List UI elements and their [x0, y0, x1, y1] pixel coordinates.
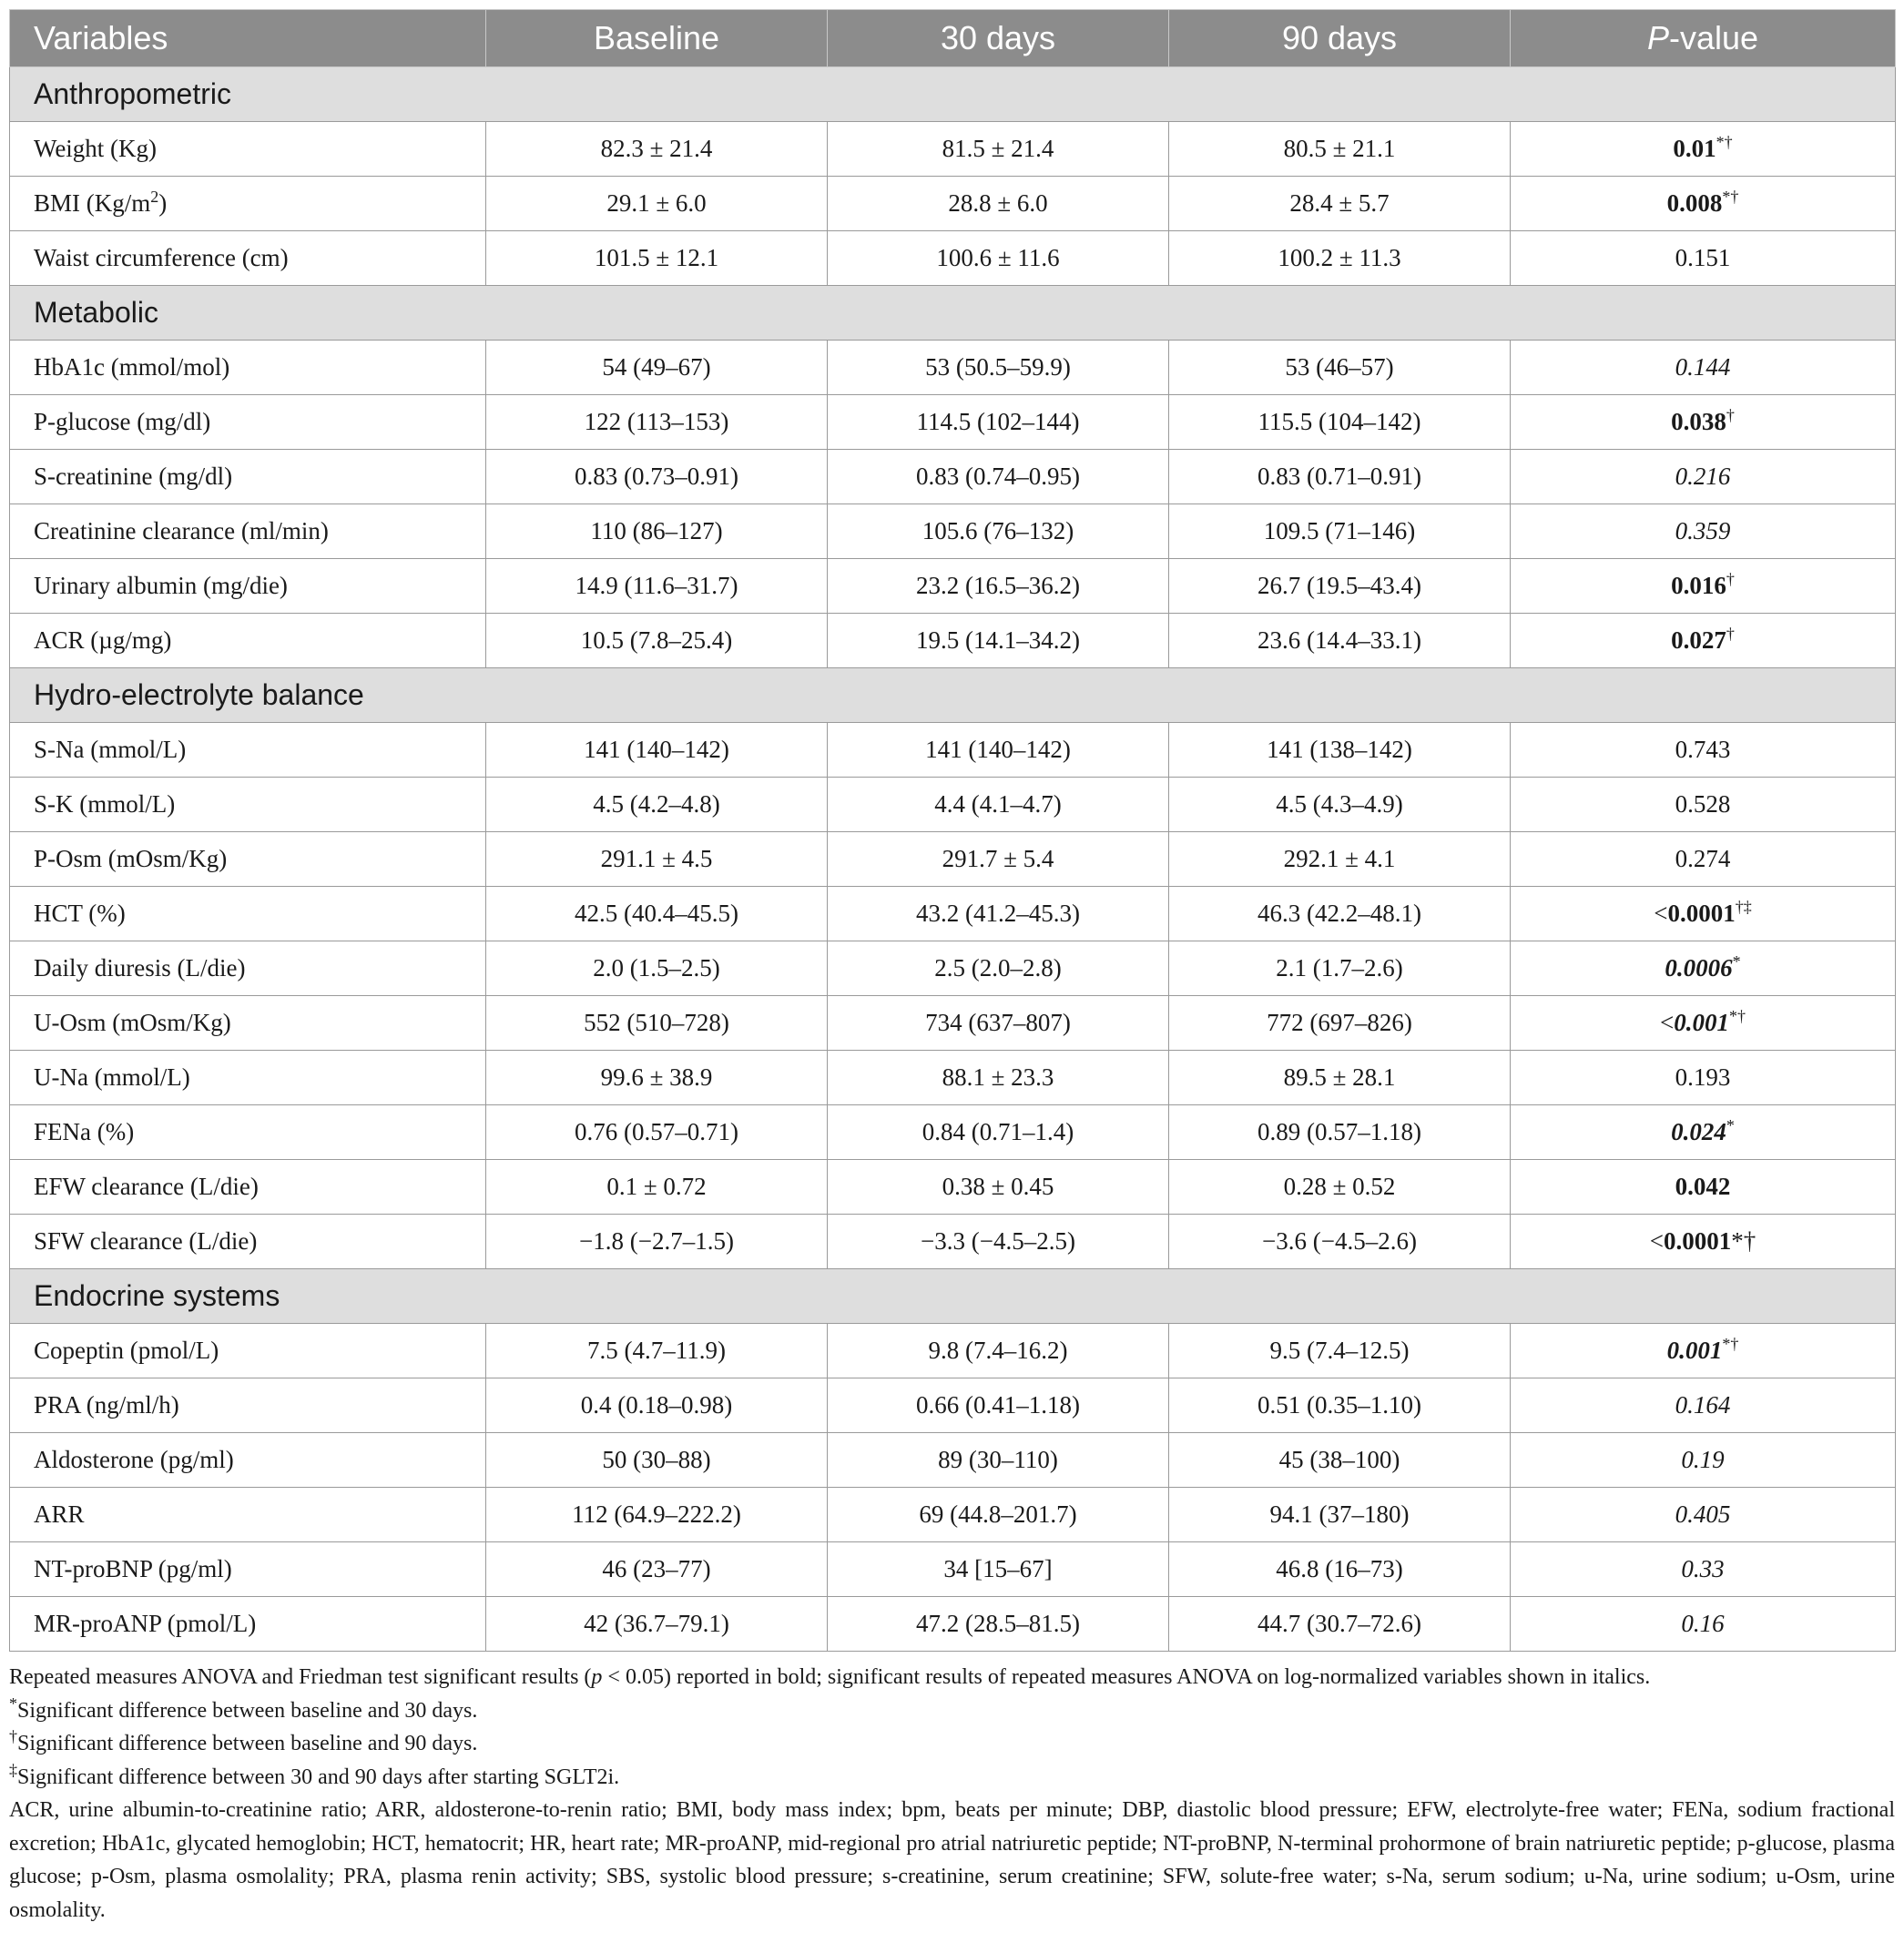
baseline-value: 110 (86–127) [486, 504, 828, 559]
baseline-value: 0.4 (0.18–0.98) [486, 1378, 828, 1433]
section-title: Hydro-electrolyte balance [10, 668, 1896, 723]
p-value-number: 0.027 [1671, 626, 1726, 654]
p-value-prefix: < [1660, 1009, 1675, 1036]
variable-label [10, 1597, 486, 1652]
day90-value: 44.7 (30.7–72.6) [1169, 1597, 1511, 1652]
header-variables: Variables [10, 10, 486, 67]
variable-label [10, 122, 486, 177]
day30-value: 34 [15–67] [828, 1542, 1169, 1597]
baseline-value: 0.1 ± 0.72 [486, 1160, 828, 1215]
day30-value: 23.2 (16.5–36.2) [828, 559, 1169, 614]
variable-label-text: U-Na (mmol/L) [34, 1063, 190, 1091]
p-value [1511, 778, 1896, 832]
day90-value: 292.1 ± 4.1 [1169, 832, 1511, 887]
baseline-value: 291.1 ± 4.5 [486, 832, 828, 887]
variable-label [10, 996, 486, 1051]
p-value-significance-marks: * [1732, 952, 1741, 971]
day90-value: 89.5 ± 28.1 [1169, 1051, 1511, 1105]
p-value [1511, 832, 1896, 887]
table-row [10, 395, 1896, 450]
day90-value: 45 (38–100) [1169, 1433, 1511, 1488]
day90-value: 0.89 (0.57–1.18) [1169, 1105, 1511, 1160]
p-value [1511, 231, 1896, 286]
baseline-value: 42 (36.7–79.1) [486, 1597, 828, 1652]
p-value [1511, 1488, 1896, 1542]
variable-label-text: Daily diuresis (L/die) [34, 954, 246, 982]
footnote-dagger-mark: † [9, 1727, 17, 1745]
day30-value: 0.66 (0.41–1.18) [828, 1378, 1169, 1433]
day30-value: 0.83 (0.74–0.95) [828, 450, 1169, 504]
day90-value: 100.2 ± 11.3 [1169, 231, 1511, 286]
variable-label-text: S-creatinine (mg/dl) [34, 463, 233, 490]
p-value-number: 0.19 [1681, 1446, 1725, 1473]
day90-value: 0.28 ± 0.52 [1169, 1160, 1511, 1215]
p-value [1511, 1324, 1896, 1378]
p-value-number: 0.01 [1673, 135, 1716, 162]
footnote-double-dagger-mark: ‡ [9, 1760, 17, 1779]
variable-label [10, 504, 486, 559]
p-value-number: 0.042 [1675, 1173, 1731, 1200]
day30-value: 69 (44.8–201.7) [828, 1488, 1169, 1542]
variable-label [10, 778, 486, 832]
day90-value: 46.3 (42.2–48.1) [1169, 887, 1511, 941]
variable-label-superscript: 2 [150, 188, 159, 206]
day90-value: 141 (138–142) [1169, 723, 1511, 778]
variable-label-suffix: ) [158, 189, 168, 217]
table-row [10, 614, 1896, 668]
p-value-number: 0.144 [1675, 353, 1731, 381]
day90-value: 28.4 ± 5.7 [1169, 177, 1511, 231]
p-value-number: 0.164 [1675, 1391, 1731, 1419]
table-footnotes [9, 1661, 1895, 1927]
footnote-star-text: Significant difference between baseline and 30 days. [17, 1698, 478, 1723]
p-value-significance-marks: † [1726, 406, 1735, 424]
p-value-number: 0.151 [1675, 244, 1731, 271]
baseline-value: 7.5 (4.7–11.9) [486, 1324, 828, 1378]
table-row [10, 1051, 1896, 1105]
variable-label-text: S-Na (mmol/L) [34, 736, 187, 763]
variable-label-text: ACR (µg/mg) [34, 626, 172, 654]
variable-label-text: S-K (mmol/L) [34, 790, 176, 818]
p-value [1511, 1215, 1896, 1269]
day90-value: 0.51 (0.35–1.10) [1169, 1378, 1511, 1433]
p-value-number: 0.216 [1675, 463, 1731, 490]
day30-value: 105.6 (76–132) [828, 504, 1169, 559]
footnote-star-mark: * [9, 1694, 17, 1713]
p-value-prefix: < [1649, 1227, 1664, 1255]
p-value [1511, 559, 1896, 614]
day30-value: 89 (30–110) [828, 1433, 1169, 1488]
p-value-significance-marks: † [1726, 625, 1735, 643]
p-value-number: 0.016 [1671, 572, 1726, 599]
day90-value: −3.6 (−4.5–2.6) [1169, 1215, 1511, 1269]
baseline-value: 10.5 (7.8–25.4) [486, 614, 828, 668]
table-row [10, 504, 1896, 559]
day30-value: 141 (140–142) [828, 723, 1169, 778]
baseline-value: 122 (113–153) [486, 395, 828, 450]
table-row [10, 1378, 1896, 1433]
day90-value: 26.7 (19.5–43.4) [1169, 559, 1511, 614]
header-baseline: Baseline [486, 10, 828, 67]
variable-label-text: P-Osm (mOsm/Kg) [34, 845, 228, 872]
p-value-significance-marks: †‡ [1735, 898, 1752, 916]
p-value-number: 0.0001 [1667, 900, 1736, 927]
table-row [10, 832, 1896, 887]
table-body [10, 67, 1896, 1652]
day90-value: 9.5 (7.4–12.5) [1169, 1324, 1511, 1378]
variable-label-text: HCT (%) [34, 900, 126, 927]
variable-label-text: U-Osm (mOsm/Kg) [34, 1009, 231, 1036]
header-p-suffix: -value [1668, 19, 1759, 56]
variable-label [10, 1215, 486, 1269]
day30-value: 734 (637–807) [828, 996, 1169, 1051]
day90-value: 115.5 (104–142) [1169, 395, 1511, 450]
variable-label-text: NT-proBNP (pg/ml) [34, 1555, 232, 1582]
day30-value: 47.2 (28.5–81.5) [828, 1597, 1169, 1652]
p-value [1511, 504, 1896, 559]
p-value [1511, 395, 1896, 450]
baseline-value: 14.9 (11.6–31.7) [486, 559, 828, 614]
variable-label [10, 1051, 486, 1105]
p-value [1511, 723, 1896, 778]
variable-label [10, 1433, 486, 1488]
table-row [10, 1597, 1896, 1652]
variable-label-text: Waist circumference (cm) [34, 244, 289, 271]
baseline-value: 0.76 (0.57–0.71) [486, 1105, 828, 1160]
p-value [1511, 1433, 1896, 1488]
variable-label [10, 341, 486, 395]
variable-label [10, 614, 486, 668]
table-row [10, 1324, 1896, 1378]
p-value [1511, 887, 1896, 941]
day30-value: 2.5 (2.0–2.8) [828, 941, 1169, 996]
baseline-value: 42.5 (40.4–45.5) [486, 887, 828, 941]
p-value-number: 0.001 [1674, 1009, 1729, 1036]
baseline-value: 82.3 ± 21.4 [486, 122, 828, 177]
baseline-value: 2.0 (1.5–2.5) [486, 941, 828, 996]
baseline-value: 141 (140–142) [486, 723, 828, 778]
section-title: Anthropometric [10, 67, 1896, 122]
p-value-number: 0.024 [1671, 1118, 1726, 1145]
table-header-row [10, 10, 1896, 67]
table-row [10, 996, 1896, 1051]
variable-label [10, 941, 486, 996]
footnote-method [9, 1661, 1895, 1694]
variable-label [10, 231, 486, 286]
p-value-significance-marks: *† [1731, 1227, 1756, 1255]
baseline-value: 4.5 (4.2–4.8) [486, 778, 828, 832]
table-row [10, 1488, 1896, 1542]
p-value [1511, 1378, 1896, 1433]
p-value-number: 0.008 [1666, 189, 1723, 217]
p-value-number: 0.001 [1666, 1337, 1723, 1364]
day30-value: 19.5 (14.1–34.2) [828, 614, 1169, 668]
day90-value: 772 (697–826) [1169, 996, 1511, 1051]
table-row [10, 450, 1896, 504]
p-value [1511, 1597, 1896, 1652]
section-title: Metabolic [10, 286, 1896, 341]
variable-label [10, 1324, 486, 1378]
p-value-significance-marks: *† [1722, 1335, 1739, 1353]
variable-label [10, 450, 486, 504]
day90-value: 0.83 (0.71–0.91) [1169, 450, 1511, 504]
variable-label-text: PRA (ng/ml/h) [34, 1391, 179, 1419]
p-value-significance-marks: *† [1728, 1007, 1746, 1025]
p-value-number: 0.038 [1671, 408, 1726, 435]
p-value-number: 0.274 [1675, 845, 1731, 872]
p-value [1511, 1160, 1896, 1215]
day30-value: 4.4 (4.1–4.7) [828, 778, 1169, 832]
p-value-number: 0.0006 [1665, 954, 1733, 982]
p-value [1511, 177, 1896, 231]
results-table-figure [9, 9, 1895, 1927]
section-row [10, 1269, 1896, 1324]
variable-label-text: BMI (Kg/m [34, 189, 151, 217]
footnote-method-p: p [591, 1665, 603, 1689]
table-row [10, 1160, 1896, 1215]
day30-value: 114.5 (102–144) [828, 395, 1169, 450]
p-value [1511, 122, 1896, 177]
baseline-value: −1.8 (−2.7–1.5) [486, 1215, 828, 1269]
p-value-number: 0.743 [1675, 736, 1731, 763]
baseline-value: 552 (510–728) [486, 996, 828, 1051]
day30-value: 53 (50.5–59.9) [828, 341, 1169, 395]
variable-label [10, 832, 486, 887]
day90-value: 53 (46–57) [1169, 341, 1511, 395]
p-value-prefix: < [1654, 900, 1668, 927]
table-row [10, 122, 1896, 177]
p-value [1511, 941, 1896, 996]
baseline-value: 50 (30–88) [486, 1433, 828, 1488]
table-row [10, 177, 1896, 231]
section-row [10, 286, 1896, 341]
table-row [10, 1215, 1896, 1269]
variable-label-text: Urinary albumin (mg/die) [34, 572, 288, 599]
table-row [10, 1105, 1896, 1160]
footnote-abbreviations: ACR, urine albumin-to-creatinine ratio; ARR, aldosterone-to-renin ratio; BMI, body mass index; bpm, beats per minute; DBP, diastolic blood pressure; EFW, electrolyte-free water; FENa, sodium fractional excretion; HbA1c, glycated hemoglobin; HCT, hematocrit; HR, heart rate; MR-proANP, mid-regional pro atrial natriuretic peptide; NT-proBNP, N-terminal prohormone of brain natriuretic peptide; p-glucose, plasma glucose; p-Osm, plasma osmolality; PRA, plasma renin activity; SBS, systolic blood pressure; s-creatinine, serum creatinine; SFW, solute-free water; s-Na, serum sodium; u-Na, urine sodium; u-Osm, urine osmolality. [9, 1798, 1895, 1922]
p-value [1511, 341, 1896, 395]
day30-value: 0.38 ± 0.45 [828, 1160, 1169, 1215]
header-p-letter: P [1646, 19, 1669, 56]
footnote-dagger-text: Significant difference between baseline and 90 days. [17, 1732, 478, 1755]
variable-label [10, 887, 486, 941]
variable-label [10, 559, 486, 614]
header-p-value [1511, 10, 1896, 67]
p-value-number: 0.193 [1675, 1063, 1731, 1091]
header-30-days: 30 days [828, 10, 1169, 67]
p-value [1511, 1542, 1896, 1597]
footnote-method-text-b: < 0.05) reported in bold; significant results of repeated measures ANOVA on log-normalized variables shown in italics. [602, 1665, 1651, 1689]
table-row [10, 778, 1896, 832]
day90-value: 94.1 (37–180) [1169, 1488, 1511, 1542]
p-value-number: 0.33 [1681, 1555, 1725, 1582]
variable-label [10, 177, 486, 231]
p-value [1511, 1105, 1896, 1160]
variable-label-text: FENa (%) [34, 1118, 135, 1145]
section-row [10, 67, 1896, 122]
day30-value: 81.5 ± 21.4 [828, 122, 1169, 177]
day90-value: 80.5 ± 21.1 [1169, 122, 1511, 177]
day90-value: 46.8 (16–73) [1169, 1542, 1511, 1597]
table-row [10, 887, 1896, 941]
p-value-number: 0.16 [1681, 1610, 1725, 1637]
header-90-days: 90 days [1169, 10, 1511, 67]
table-row [10, 1433, 1896, 1488]
variable-label [10, 1488, 486, 1542]
day30-value: 9.8 (7.4–16.2) [828, 1324, 1169, 1378]
variable-label [10, 1105, 486, 1160]
baseline-value: 99.6 ± 38.9 [486, 1051, 828, 1105]
variable-label-text: ARR [34, 1500, 85, 1528]
table-row [10, 941, 1896, 996]
variable-label-text: P-glucose (mg/dl) [34, 408, 211, 435]
baseline-value: 54 (49–67) [486, 341, 828, 395]
table-row [10, 723, 1896, 778]
p-value-number: 0.0001 [1663, 1227, 1732, 1255]
p-value [1511, 996, 1896, 1051]
variable-label [10, 395, 486, 450]
table-row [10, 1542, 1896, 1597]
day30-value: −3.3 (−4.5–2.5) [828, 1215, 1169, 1269]
footnote-dagger [9, 1727, 1895, 1761]
day30-value: 88.1 ± 23.3 [828, 1051, 1169, 1105]
variable-label-text: HbA1c (mmol/mol) [34, 353, 230, 381]
variable-label-text: MR-proANP (pmol/L) [34, 1610, 257, 1637]
variable-label-text: Aldosterone (pg/ml) [34, 1446, 234, 1473]
footnote-double-dagger-text: Significant difference between 30 and 90 days after starting SGLT2i. [17, 1765, 620, 1789]
p-value-significance-marks: † [1726, 570, 1735, 588]
footnote-double-dagger [9, 1761, 1895, 1795]
variable-label-text: Copeptin (pmol/L) [34, 1337, 219, 1364]
table-row [10, 559, 1896, 614]
p-value [1511, 450, 1896, 504]
variable-label [10, 1542, 486, 1597]
baseline-value: 112 (64.9–222.2) [486, 1488, 828, 1542]
footnote-method-text-a: Repeated measures ANOVA and Friedman test significant results ( [9, 1665, 592, 1689]
p-value [1511, 614, 1896, 668]
footnote-star [9, 1694, 1895, 1728]
p-value-number: 0.528 [1675, 790, 1731, 818]
p-value-significance-marks: *† [1716, 133, 1733, 151]
p-value-number: 0.405 [1675, 1500, 1731, 1528]
day30-value: 28.8 ± 6.0 [828, 177, 1169, 231]
variable-label [10, 1160, 486, 1215]
section-row [10, 668, 1896, 723]
variable-label [10, 723, 486, 778]
p-value-significance-marks: * [1726, 1116, 1735, 1134]
variable-label-text: SFW clearance (L/die) [34, 1227, 258, 1255]
baseline-value: 0.83 (0.73–0.91) [486, 450, 828, 504]
baseline-value: 29.1 ± 6.0 [486, 177, 828, 231]
day90-value: 4.5 (4.3–4.9) [1169, 778, 1511, 832]
variable-label-text: Creatinine clearance (ml/min) [34, 517, 329, 544]
baseline-value: 46 (23–77) [486, 1542, 828, 1597]
table-row [10, 231, 1896, 286]
baseline-value: 101.5 ± 12.1 [486, 231, 828, 286]
day30-value: 0.84 (0.71–1.4) [828, 1105, 1169, 1160]
day30-value: 43.2 (41.2–45.3) [828, 887, 1169, 941]
p-value-number: 0.359 [1675, 517, 1731, 544]
results-table [9, 9, 1896, 1652]
section-title: Endocrine systems [10, 1269, 1896, 1324]
p-value [1511, 1051, 1896, 1105]
day90-value: 2.1 (1.7–2.6) [1169, 941, 1511, 996]
variable-label-text: EFW clearance (L/die) [34, 1173, 259, 1200]
day90-value: 109.5 (71–146) [1169, 504, 1511, 559]
variable-label [10, 1378, 486, 1433]
day30-value: 100.6 ± 11.6 [828, 231, 1169, 286]
table-row [10, 341, 1896, 395]
day90-value: 23.6 (14.4–33.1) [1169, 614, 1511, 668]
day30-value: 291.7 ± 5.4 [828, 832, 1169, 887]
variable-label-text: Weight (Kg) [34, 135, 158, 162]
p-value-significance-marks: *† [1722, 188, 1739, 206]
